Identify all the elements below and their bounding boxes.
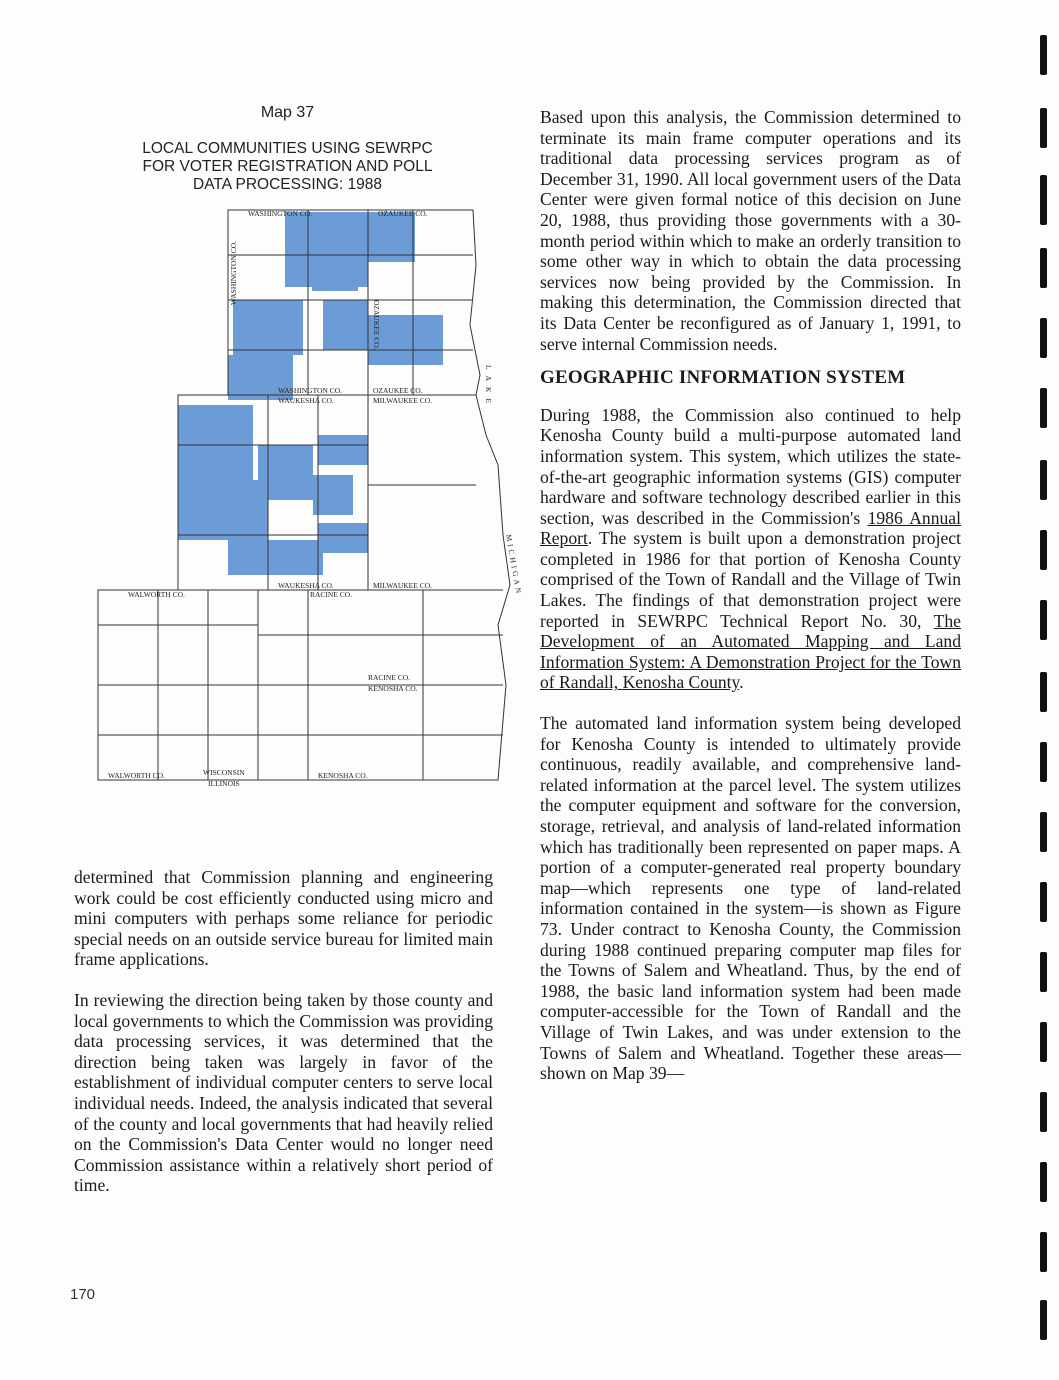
right-paragraph-3: The automated land information system being developed for Kenosha County is intended to ultimately provide continuous, readily available, and comprehensive land-related information at the parcel level. The system utilizes the computer equipment and software for the conversion, storage, retrieval, and analysis of land-related information which has traditionally been represented on paper maps. A portion of a computer-generated real property boundary map—which represents one type of land-related information contained in the system—is shown as Figure 73. Under contract to Kenosha County, the Commission during 1988 continued preparing computer map files for the Towns of Salem and Wheatland. Thus, by the end of 1988, the basic land information system had been made computer-accessible for the Town of Randall and the Village of Twin Lakes, and was under extension to the Towns of Salem and Wheatland. Together these areas—shown on Map 39— (540, 713, 961, 1084)
left-paragraph-2: In reviewing the direction being taken by those county and local governments to which the Commission was providing data processing services, it was determined that the direction being taken was largely in favor of the establishment of individual computer centers to serve local individual needs. Indeed, the analysis indicated that several of the county and local governments that had heavily relied on the Commission's Data Center would no longer need Commission assistance within a relatively short period of time. (74, 989, 493, 1196)
label-illinois: ILLINOIS (208, 779, 240, 788)
label-kenosha-bottom: KENOSHA CO. (318, 771, 368, 780)
label-racine: RACINE CO. (310, 590, 353, 599)
left-paragraph-1: determined that Commission planning and engineering work could be cost efficiently conducted using micro and mini computers with perhaps some reliance for periodic special needs on an outside service bureau for limited main frame applications. (74, 867, 493, 970)
p2-text-c: . (739, 672, 744, 693)
map-title-line-3: DATA PROCESSING: 1988 (193, 176, 382, 193)
label-washington-top: WASHINGTON CO. (248, 209, 313, 218)
label-milwaukee-bottom: MILWAUKEE CO. (373, 581, 433, 590)
map-title (110, 140, 465, 194)
annual-report-link: 1986 Annual Report (540, 507, 961, 549)
map-title-line-1: LOCAL COMMUNITIES USING SEWRPC (142, 140, 433, 157)
label-washington-bottom: WASHINGTON CO. (278, 386, 343, 395)
section-heading: GEOGRAPHIC INFORMATION SYSTEM (540, 367, 906, 389)
label-wisconsin: WISCONSIN (203, 768, 245, 777)
region-map (78, 205, 524, 805)
label-washington-side: WASHINGTON CO. (229, 240, 238, 305)
right-paragraph-2 (540, 405, 961, 693)
label-ozaukee-side: OZAUKEE CO. (372, 300, 381, 350)
label-waukesha-bottom: WAUKESHA CO. (278, 581, 334, 590)
label-racine-bottom: RACINE CO. (368, 673, 411, 682)
label-michigan: MICHIGAN (504, 533, 524, 597)
right-column (540, 107, 961, 1084)
technical-report-title: The Development of an Automated Mapping and Land Information System: A Demonstration Project for the Town of Randall, Kenosha County (540, 610, 961, 693)
map-number: Map 37 (260, 104, 315, 121)
p2-text-b: . The system is built upon a demonstration project completed in 1986 for that portion of Kenosha County comprised of the Town of Randall and the Village of Twin Lakes. The findings of that demonstration project were reported in SEWRPC Technical Report No. 30, (540, 528, 961, 631)
page-number: 170 (70, 1286, 96, 1303)
left-column (74, 867, 493, 1196)
map-title-line-2: FOR VOTER REGISTRATION AND POLL (142, 158, 433, 175)
right-paragraph-1: Based upon this analysis, the Commission determined to terminate its main frame computer operations and its traditional data processing services program as of December 31, 1990. All local government users of the Data Center were given formal notice of this decision on June 20, 1988, thus providing those governments with a 30-month period within which to make an orderly transition to some other way in which to obtain the data processing services now being provided by the Commission. In making this determination, the Commission directed that its Data Center be reconfigured as of January 1, 1991, to serve internal Commission needs. (540, 107, 961, 354)
label-milwaukee: MILWAUKEE CO. (373, 396, 433, 405)
label-kenosha: KENOSHA CO. (368, 684, 418, 693)
label-ozaukee-mid: OZAUKEE CO. (373, 386, 423, 395)
label-ozaukee-top: OZAUKEE CO. (378, 209, 428, 218)
label-waukesha: WAUKESHA CO. (278, 396, 334, 405)
label-walworth: WALWORTH CO. (128, 590, 185, 599)
p2-text-a: During 1988, the Commission also continued to help Kenosha County build a multi-purpose automated land information system. This system, which utilizes the state-of-the-art geographic information systems (GIS) computer hardware and software technology described earlier in this section, was described in the Commission's (540, 404, 961, 528)
label-walworth-bottom: WALWORTH CO. (108, 771, 165, 780)
label-lake: LAKE (484, 365, 493, 409)
